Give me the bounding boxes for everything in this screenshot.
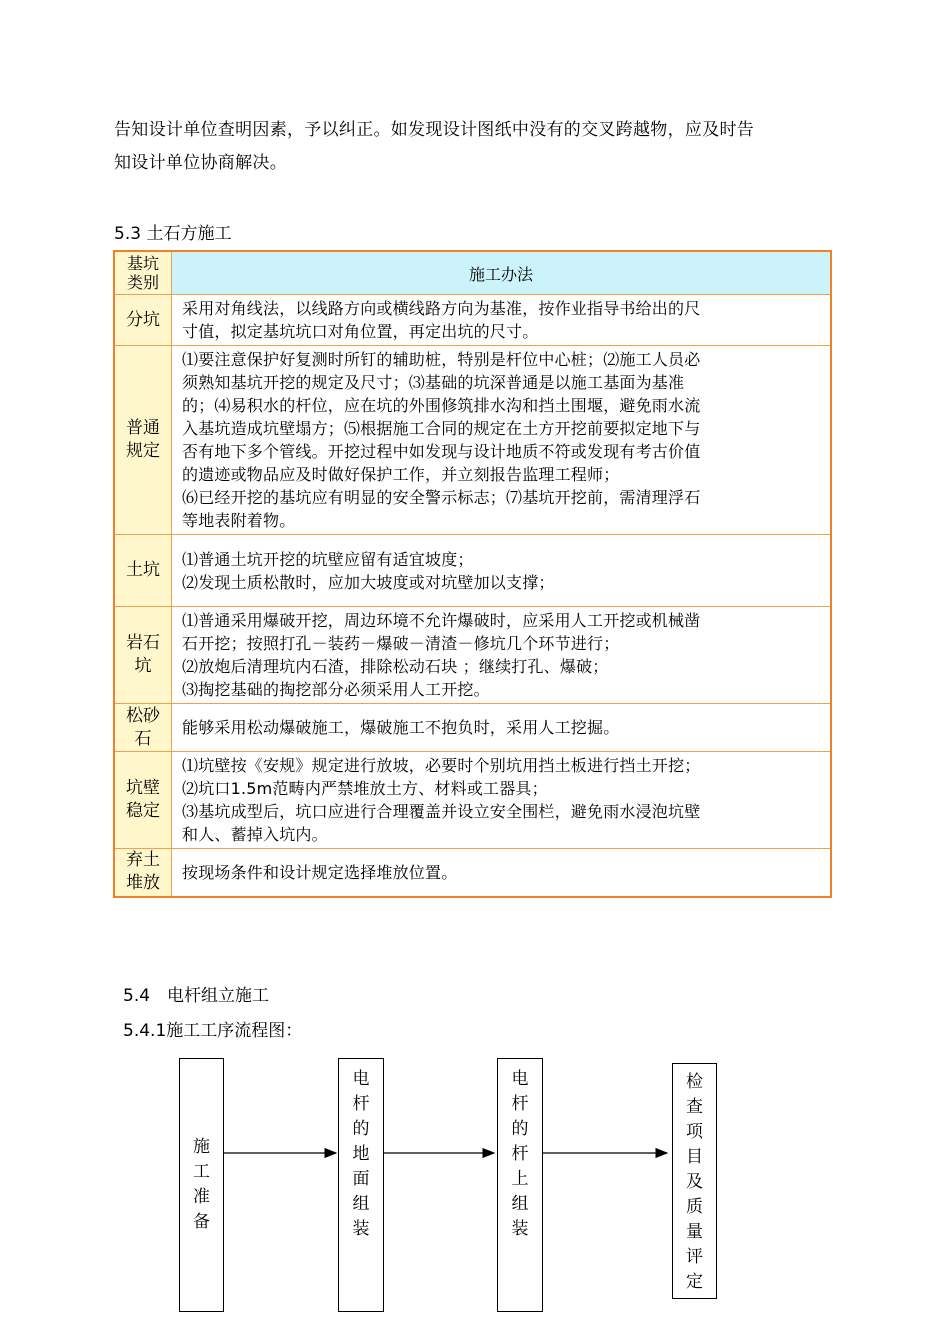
method-line: ⑵发现土质松散时，应加大坡度或对坑壁加以支撑； (182, 572, 555, 592)
flow-char: 检 (686, 1072, 703, 1092)
flow-char: 电 (352, 1069, 370, 1089)
intro-line-2: 知设计单位协商解决。 (114, 153, 287, 173)
category-label: 土坑 (126, 560, 160, 580)
method-line: 须熟知基坑开挖的规定及尺寸；⑶基础的坑深普通是以施工基面为基准 (182, 373, 685, 392)
method-line: ⑶基坑成型后，坑口应进行合理覆盖并设立安全围栏，避免雨水浸泡坑壁 (182, 802, 701, 821)
flow-box-ground-assembly (338, 1058, 384, 1312)
flow-box-inspection (672, 1063, 717, 1299)
method-line: 和人、蓄掉入坑内。 (182, 825, 328, 844)
category-label: 规定 (126, 441, 160, 461)
flow-char: 备 (193, 1212, 210, 1232)
section-5-4-1-title: 5.4.1施工工序流程图： (123, 1021, 303, 1041)
method-line: 入基坑造成坑壁塌方；⑸根据施工合同的规定在土方开挖前要拟定地下与 (182, 419, 701, 438)
flow-char: 量 (686, 1222, 703, 1242)
flow-box-text (686, 1070, 703, 1295)
method-line: 采用对角线法，以线路方向或横线路方向为基准，按作业指导书给出的尺 (182, 299, 701, 318)
method-line: 能够采用松动爆破施工，爆破施工不抱负时，采用人工挖掘。 (182, 718, 620, 737)
method-line: 寸值，拟定基坑坑口对角位置，再定出坑的尺寸。 (182, 322, 539, 341)
method-line: ⑴要注意保护好复测时所钉的辅助桩，特别是杆位中心桩；⑵施工人员必 (182, 350, 701, 369)
method-line: ⑵坑口1.5m范畴内严禁堆放土方、材料或工器具； (182, 779, 548, 798)
flow-box-prepare (179, 1058, 224, 1312)
category-label: 石 (134, 728, 152, 749)
method-line: ⑴坑壁按《安规》规定进行放坡，必要时个别坑用挡土板进行挡土开挖； (182, 756, 701, 775)
method-line: ⑴普通土坑开挖的坑壁应留有适宜坡度； (182, 549, 474, 569)
category-label: 弃土 (126, 850, 160, 871)
flow-char: 电 (511, 1069, 529, 1089)
flow-char: 杆 (511, 1094, 529, 1114)
method-line: 的遗迹或物品应及时做好保护工作，并立刻报告监理工程师； (182, 465, 620, 484)
intro-line-1: 告知设计单位查明因素，予以纠正。如发现设计图纸中没有的交叉跨越物，应及时告 (114, 120, 755, 140)
flow-char: 的 (511, 1119, 529, 1139)
method-line: ⑹已经开挖的基坑应有明显的安全警示标志；⑺基坑开挖前，需清理浮石 (182, 488, 701, 507)
section-5-3-title: 5.3 土石方施工 (114, 224, 232, 244)
category-label: 稳定 (126, 801, 160, 821)
method-line: ⑶掏挖基础的掏挖部分必须采用人工开挖。 (182, 680, 490, 699)
header-category: 基坑 类别 (114, 251, 172, 295)
flow-char: 及 (686, 1172, 703, 1192)
category-label: 普通 (126, 418, 160, 438)
flow-char: 上 (511, 1169, 529, 1189)
flow-char: 面 (352, 1169, 370, 1189)
flow-char: 评 (686, 1247, 703, 1267)
flow-char: 工 (193, 1162, 210, 1182)
flow-box-text (353, 1067, 370, 1242)
flow-char: 杆 (352, 1094, 370, 1114)
category-label: 坑 (134, 656, 152, 676)
method-line: 石开挖；按照打孔－装药－爆破－清渣－修坑几个环节进行； (182, 634, 620, 653)
method-line: ⑴普通采用爆破开挖，周边环境不允许爆破时，应采用人工开挖或机械凿 (182, 611, 701, 630)
flow-box-text (512, 1067, 529, 1242)
method-line: 的；⑷易积水的杆位，应在坑的外围修筑排水沟和挡土围堰，避免雨水流 (182, 396, 701, 415)
flow-char: 装 (352, 1219, 370, 1239)
flow-char: 施 (193, 1137, 210, 1157)
category-label: 岩石 (126, 633, 160, 653)
category-label: 堆放 (126, 873, 160, 894)
flow-char: 地 (352, 1144, 370, 1164)
flow-char: 组 (511, 1194, 529, 1214)
method-line: ⑵放炮后清理坑内石渣，排除松动石块 ；继续打孔、爆破； (182, 657, 609, 676)
method-line: 否有地下多个管线。开挖过程中如发现与设计地质不符或发现有考古价值 (182, 442, 701, 461)
category-label: 坑壁 (126, 778, 160, 798)
method-line: 按现场条件和设计规定选择堆放位置。 (182, 862, 458, 882)
flow-box-pole-assembly (497, 1058, 543, 1312)
flow-char: 目 (686, 1147, 703, 1167)
header-method: 施工办法 (172, 251, 832, 295)
section-5-4-title: 5.4 电杆组立施工 (123, 986, 270, 1006)
flow-char: 的 (352, 1119, 370, 1139)
flow-char: 查 (686, 1097, 703, 1117)
flow-char: 准 (193, 1187, 210, 1207)
flow-box-text (193, 1135, 210, 1235)
flow-char: 项 (686, 1122, 703, 1142)
category-label: 分坑 (126, 309, 160, 330)
flow-char: 组 (352, 1194, 370, 1214)
flow-char: 杆 (511, 1144, 529, 1164)
flow-char: 定 (686, 1272, 703, 1292)
flow-char: 质 (686, 1197, 703, 1217)
method-line: 等地表附着物。 (182, 511, 296, 530)
category-label: 松砂 (126, 705, 160, 726)
flow-char: 装 (511, 1219, 529, 1239)
